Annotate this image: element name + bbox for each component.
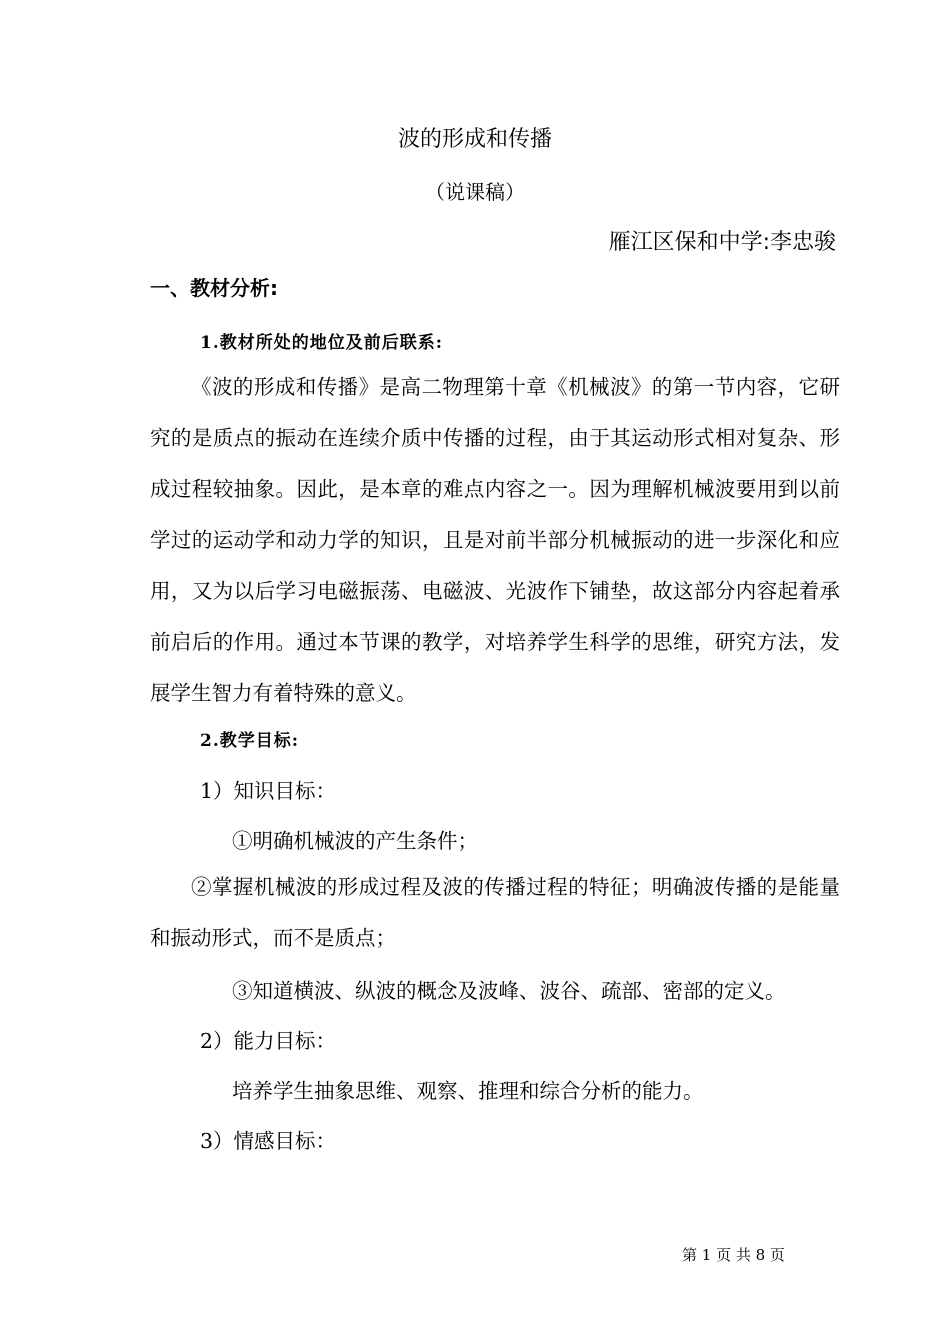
subsection-heading-position: 1.教材所处的地位及前后联系:	[200, 333, 444, 353]
page-number-footer: 第 1 页 共 8 页	[682, 1246, 785, 1264]
knowledge-goal-item-3: ③知道横波、纵波的概念及波峰、波谷、疏部、密部的定义。	[232, 979, 786, 1003]
section-heading-textbook-analysis: 一、教材分析:	[150, 276, 278, 300]
ability-goal-text: 培养学生抽象思维、观察、推理和综合分析的能力。	[232, 1079, 704, 1103]
ability-goal-heading: 2）能力目标：	[200, 1029, 337, 1053]
subsection-heading-goals: 2.教学目标:	[200, 731, 300, 751]
page-title: 波的形成和传播	[397, 127, 552, 152]
knowledge-goal-item-2: ②掌握机械波的形成过程及波的传播过程的特征；明确波传播的是能量和振动形式，而不是质点；	[150, 875, 840, 950]
page-subtitle: （说课稿）	[425, 180, 525, 204]
knowledge-goal-heading: 1）知识目标：	[200, 779, 337, 803]
emotion-goal-heading: 3）情感目标：	[200, 1129, 337, 1153]
author-line: 雁江区保和中学:李忠骏	[608, 230, 836, 255]
knowledge-goal-item-1: ①明确机械波的产生条件；	[232, 829, 478, 853]
paragraph-position: 《波的形成和传播》是高二物理第十章《机械波》的第一节内容，它研究的是质点的振动在连续介质中传播的过程，由于其运动形式相对复杂、形成过程较抽象。因此，是本章的难点内容之一。因为理解机械波要用到以前学过的运动学和动力学的知识，且是对前半部分机械振动的进一步深化和应用，又为以后学习电磁振荡、电磁波、光波作下铺垫，故这部分内容起着承前启后的作用。通过本节课的教学，对培养学生科学的思维，研究方法，发展学生智力有着特殊的意义。	[150, 375, 840, 705]
